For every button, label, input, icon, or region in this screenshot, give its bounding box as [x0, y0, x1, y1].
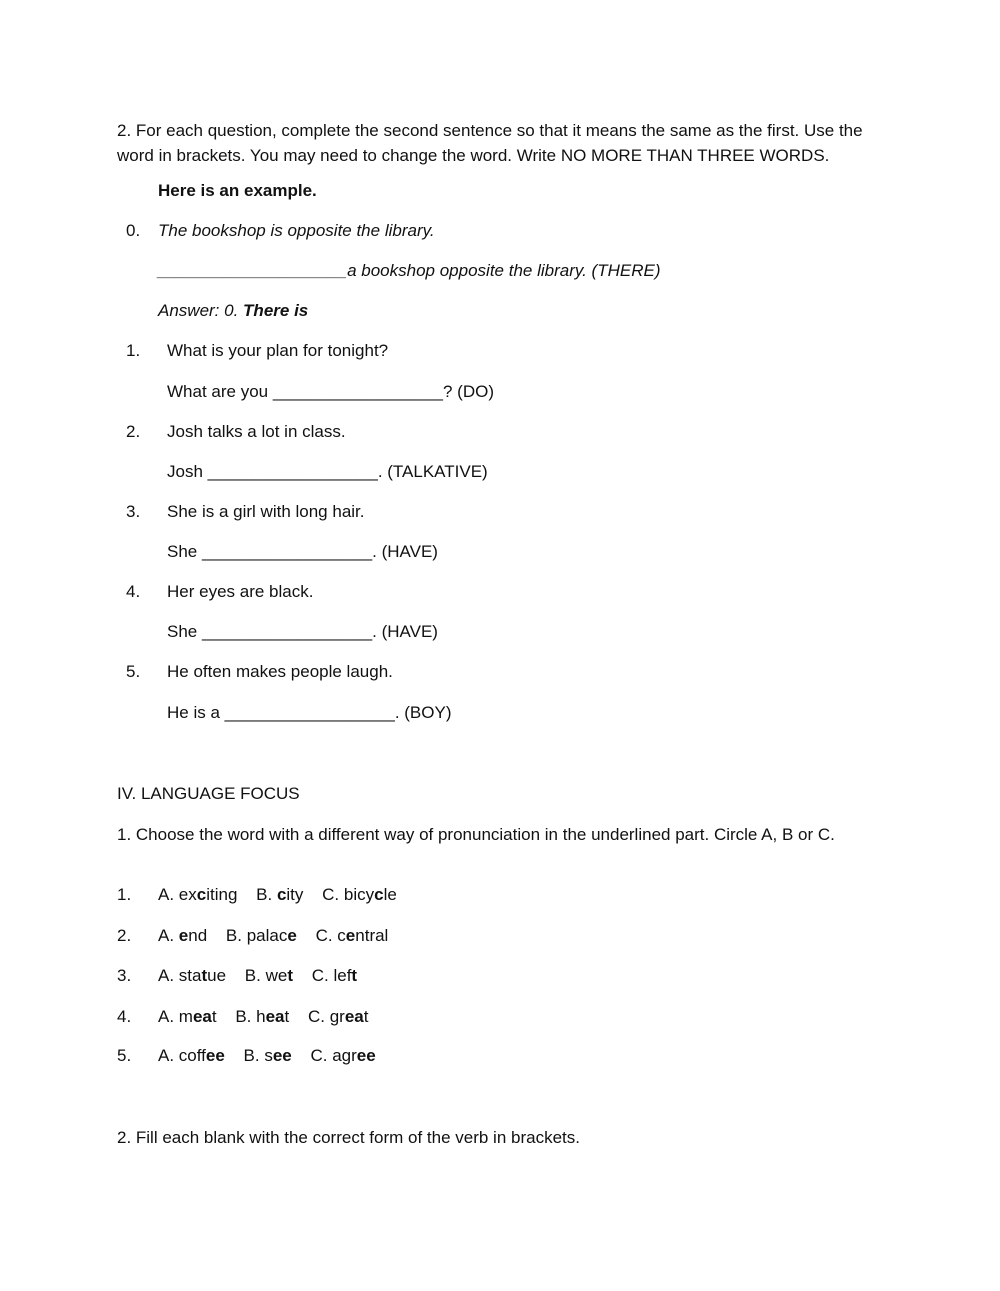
option-c: C. great	[307, 1007, 369, 1026]
item-rewrite: She __________________. (HAVE)	[167, 622, 438, 641]
example-rewrite: a bookshop opposite the library. (THERE)	[347, 261, 661, 280]
item-sentence: He often makes people laugh.	[167, 662, 393, 681]
option-c: C. left	[311, 966, 358, 985]
item-rewrite: She __________________. (HAVE)	[167, 542, 438, 561]
example-heading: Here is an example.	[158, 181, 317, 200]
option-b: B. palace	[225, 926, 297, 945]
item-number: 2.	[126, 422, 141, 441]
item-number: 4.	[126, 582, 141, 601]
option-c: C. bicycle	[322, 885, 397, 904]
language-focus-heading: IV. LANGUAGE FOCUS	[117, 784, 300, 803]
option-a: A. coffee	[158, 1046, 225, 1065]
item-rewrite: Josh __________________. (TALKATIVE)	[167, 462, 488, 481]
option-a: A. meat	[158, 1007, 217, 1026]
example-rewrite-line	[158, 261, 660, 281]
example-answer-prefix: Answer: 0.	[158, 301, 244, 320]
example-answer-value: There is	[243, 301, 309, 320]
item-sentence: Her eyes are black.	[167, 582, 314, 601]
option-b: B. city	[256, 885, 304, 904]
option-a: A. end	[158, 926, 208, 945]
example-sentence: The bookshop is opposite the library.	[158, 221, 435, 240]
question-options	[158, 966, 371, 986]
question-number: 1.	[117, 885, 132, 904]
example-blank: ____________________	[158, 261, 348, 280]
item-number: 3.	[126, 502, 141, 521]
item-sentence: She is a girl with long hair.	[167, 502, 365, 521]
fill-instruction: 2. Fill each blank with the correct form of the verb in brackets.	[117, 1128, 580, 1147]
option-b: B. see	[243, 1046, 292, 1065]
option-a: A. exciting	[158, 885, 238, 904]
question-number: 4.	[117, 1007, 132, 1026]
question-options	[158, 1046, 390, 1066]
example-answer	[158, 301, 308, 321]
question-options	[158, 1007, 382, 1027]
item-number: 1.	[126, 341, 141, 360]
item-sentence: What is your plan for tonight?	[167, 341, 389, 360]
question-number: 3.	[117, 966, 132, 985]
pronunciation-instruction: 1. Choose the word with a different way of pronunciation in the underlined part. Circle A, B or C.	[117, 825, 835, 844]
item-sentence: Josh talks a lot in class.	[167, 422, 346, 441]
option-c: C. central	[315, 926, 389, 945]
question-options	[158, 926, 402, 946]
option-b: B. heat	[235, 1007, 290, 1026]
option-c: C. agree	[310, 1046, 376, 1065]
item-rewrite: He is a __________________. (BOY)	[167, 703, 452, 722]
item-rewrite: What are you __________________? (DO)	[167, 382, 495, 401]
section2-instruction: 2. For each question, complete the second sentence so that it means the same as the first. Use the word in brackets. You may need to change the word. Write NO MORE THAN THREE WORDS.	[117, 121, 863, 165]
question-options	[158, 885, 411, 905]
example-number: 0.	[126, 221, 141, 240]
option-b: B. wet	[244, 966, 293, 985]
question-number: 2.	[117, 926, 132, 945]
option-a: A. statue	[158, 966, 227, 985]
item-number: 5.	[126, 662, 141, 681]
question-number: 5.	[117, 1046, 132, 1065]
